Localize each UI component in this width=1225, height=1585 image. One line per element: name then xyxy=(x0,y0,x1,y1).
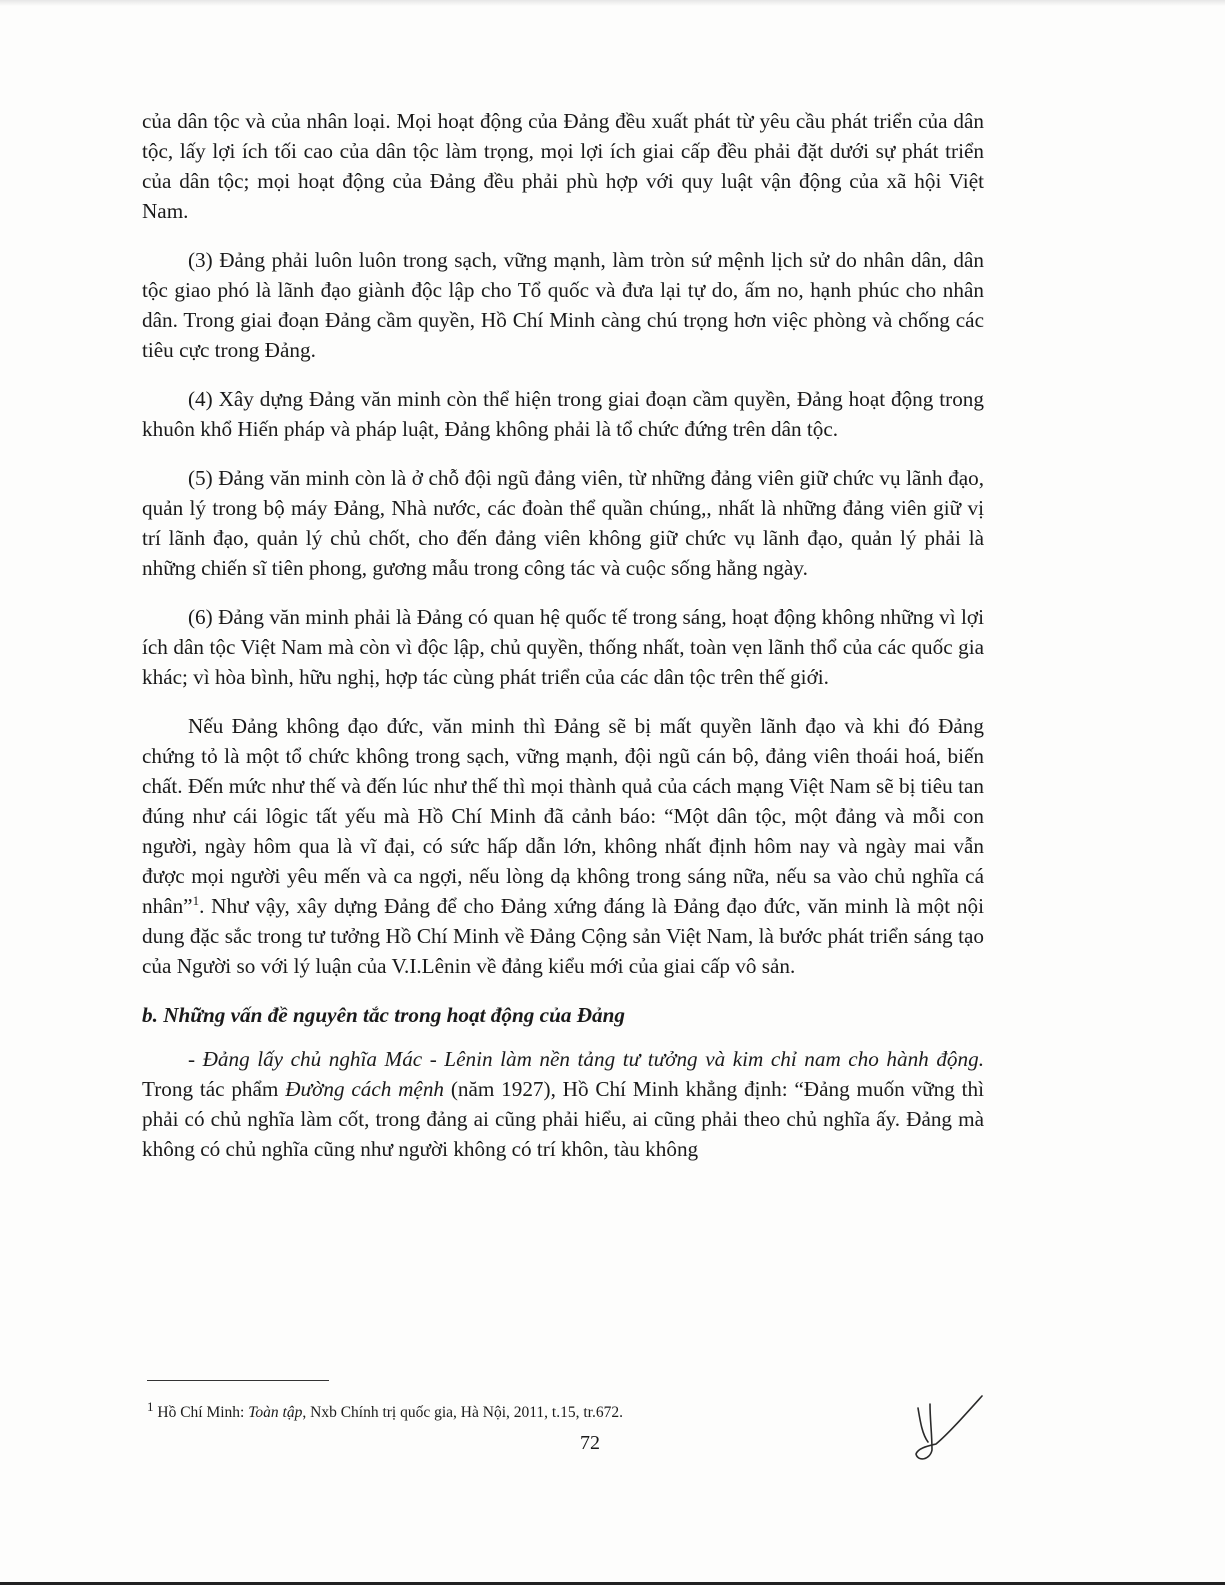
scan-top-edge xyxy=(0,0,1225,6)
footnote-title: Toàn tập xyxy=(248,1404,303,1421)
paragraph-5: (6) Đảng văn minh phải là Đảng có quan hệ quốc tế trong sáng, hoạt động không những vì lợi ích dân tộc Việt Nam mà còn vì độc lập, chủ quyền, thống nhất, toàn vẹn lãnh thổ của các quốc gia khác; vì hòa bình, hữu nghị, hợp tác cùng phát triển của các dân tộc trên thế giới. xyxy=(142,605,984,689)
paragraph-2: (3) Đảng phải luôn luôn trong sạch, vững mạnh, làm tròn sứ mệnh lịch sử do nhân dân, dân tộc giao phó là lãnh đạo giành độc lập cho Tổ quốc và đưa lại tự do, ấm no, hạnh phúc cho nhân dân. Trong giai đoạn Đảng cầm quyền, Hồ Chí Minh càng chú trọng hơn việc phòng và chống các tiêu cực trong Đảng. xyxy=(142,248,984,362)
footnote-divider xyxy=(147,1380,329,1381)
handwritten-signature xyxy=(906,1390,986,1468)
paragraph-6 xyxy=(142,711,984,981)
paragraph-6-part-a: Nếu Đảng không đạo đức, văn minh thì Đảng sẽ bị mất quyền lãnh đạo và khi đó Đảng chứng tỏ là một tổ chức không trong sạch, vững mạnh, đội ngũ cán bộ, đảng viên thoái hoá, biến chất. Đến mức như thế và đến lúc như thế thì mọi thành quả của cách mạng Việt Nam sẽ bị tiêu tan đúng như cái lôgic tất yếu mà Hồ Chí Minh đã cảnh báo: “Một dân tộc, một đảng và mỗi con người, ngày hôm qua là vĩ đại, có sức hấp dẫn lớn, không nhất định hôm nay và ngày mai vẫn được mọi người yêu mến và ca ngợi, nếu lòng dạ không trong sáng nữa, nếu sa vào chủ nghĩa cá nhân” xyxy=(142,714,984,918)
footnote-reference: 1 xyxy=(192,892,200,908)
paragraph-3: (4) Xây dựng Đảng văn minh còn thể hiện trong giai đoạn cầm quyền, Đảng hoạt động trong khuôn khổ Hiến pháp và pháp luật, Đảng không phải là tổ chức đứng trên dân tộc. xyxy=(142,387,984,441)
footnote-marker: 1 xyxy=(147,1398,154,1414)
footnote-author: Hồ Chí Minh: xyxy=(153,1404,249,1421)
work-title: Đường cách mệnh xyxy=(285,1077,445,1101)
paragraph-7 xyxy=(142,1044,984,1164)
paragraph-6-part-b: . Như vậy, xây dựng Đảng để cho Đảng xứng đáng là Đảng đạo đức, văn minh là một nội dung đặc sắc trong tư tưởng Hồ Chí Minh về Đảng Cộng sản Việt Nam, là bước phát triển sáng tạo của Người so với lý luận của V.I.Lênin về đảng kiểu mới của giai cấp vô sản. xyxy=(142,894,984,978)
paragraph-7-part-b: (năm 1927), Hồ Chí Minh khẳng định: “Đảng muốn vững thì phải có chủ nghĩa làm cốt, trong đảng ai cũng phải hiểu, ai cũng phải theo chủ nghĩa ấy. Đảng mà không có chủ nghĩa cũng như người không có trí khôn, tàu không xyxy=(142,1077,984,1161)
paragraph-7-part-a: Trong tác phẩm xyxy=(142,1077,286,1101)
footnote xyxy=(147,1398,947,1423)
page-number: 72 xyxy=(580,1432,600,1454)
principle-statement: - Đảng lấy chủ nghĩa Mác - Lênin làm nền tảng tư tưởng và kim chỉ nam cho hành động. xyxy=(188,1047,984,1071)
paragraph-4: (5) Đảng văn minh còn là ở chỗ đội ngũ đảng viên, từ những đảng viên giữ chức vụ lãnh đạo, quản lý trong bộ máy Đảng, Nhà nước, các đoàn thể quần chúng,, nhất là những đảng viên giữ vị trí lãnh đạo, quản lý chủ chốt, cho đến đảng viên không giữ chức vụ lãnh đạo, quản lý phải là những chiến sĩ tiên phong, gương mẫu trong công tác và cuộc sống hằng ngày. xyxy=(142,466,984,580)
footnote-rest: , Nxb Chính trị quốc gia, Hà Nội, 2011, t.15, tr.672. xyxy=(302,1404,623,1421)
body-text xyxy=(142,106,984,1183)
paragraph-1: của dân tộc và của nhân loại. Mọi hoạt động của Đảng đều xuất phát từ yêu cầu phát triển của dân tộc, lấy lợi ích tối cao của dân tộc làm trọng, mọi lợi ích giai cấp đều phải đặt dưới sự phát triển của dân tộc; mọi hoạt động của Đảng đều phải phù hợp với quy luật vận động của xã hội Việt Nam. xyxy=(142,109,984,223)
section-heading: b. Những vấn đề nguyên tắc trong hoạt động của Đảng xyxy=(142,1003,626,1027)
